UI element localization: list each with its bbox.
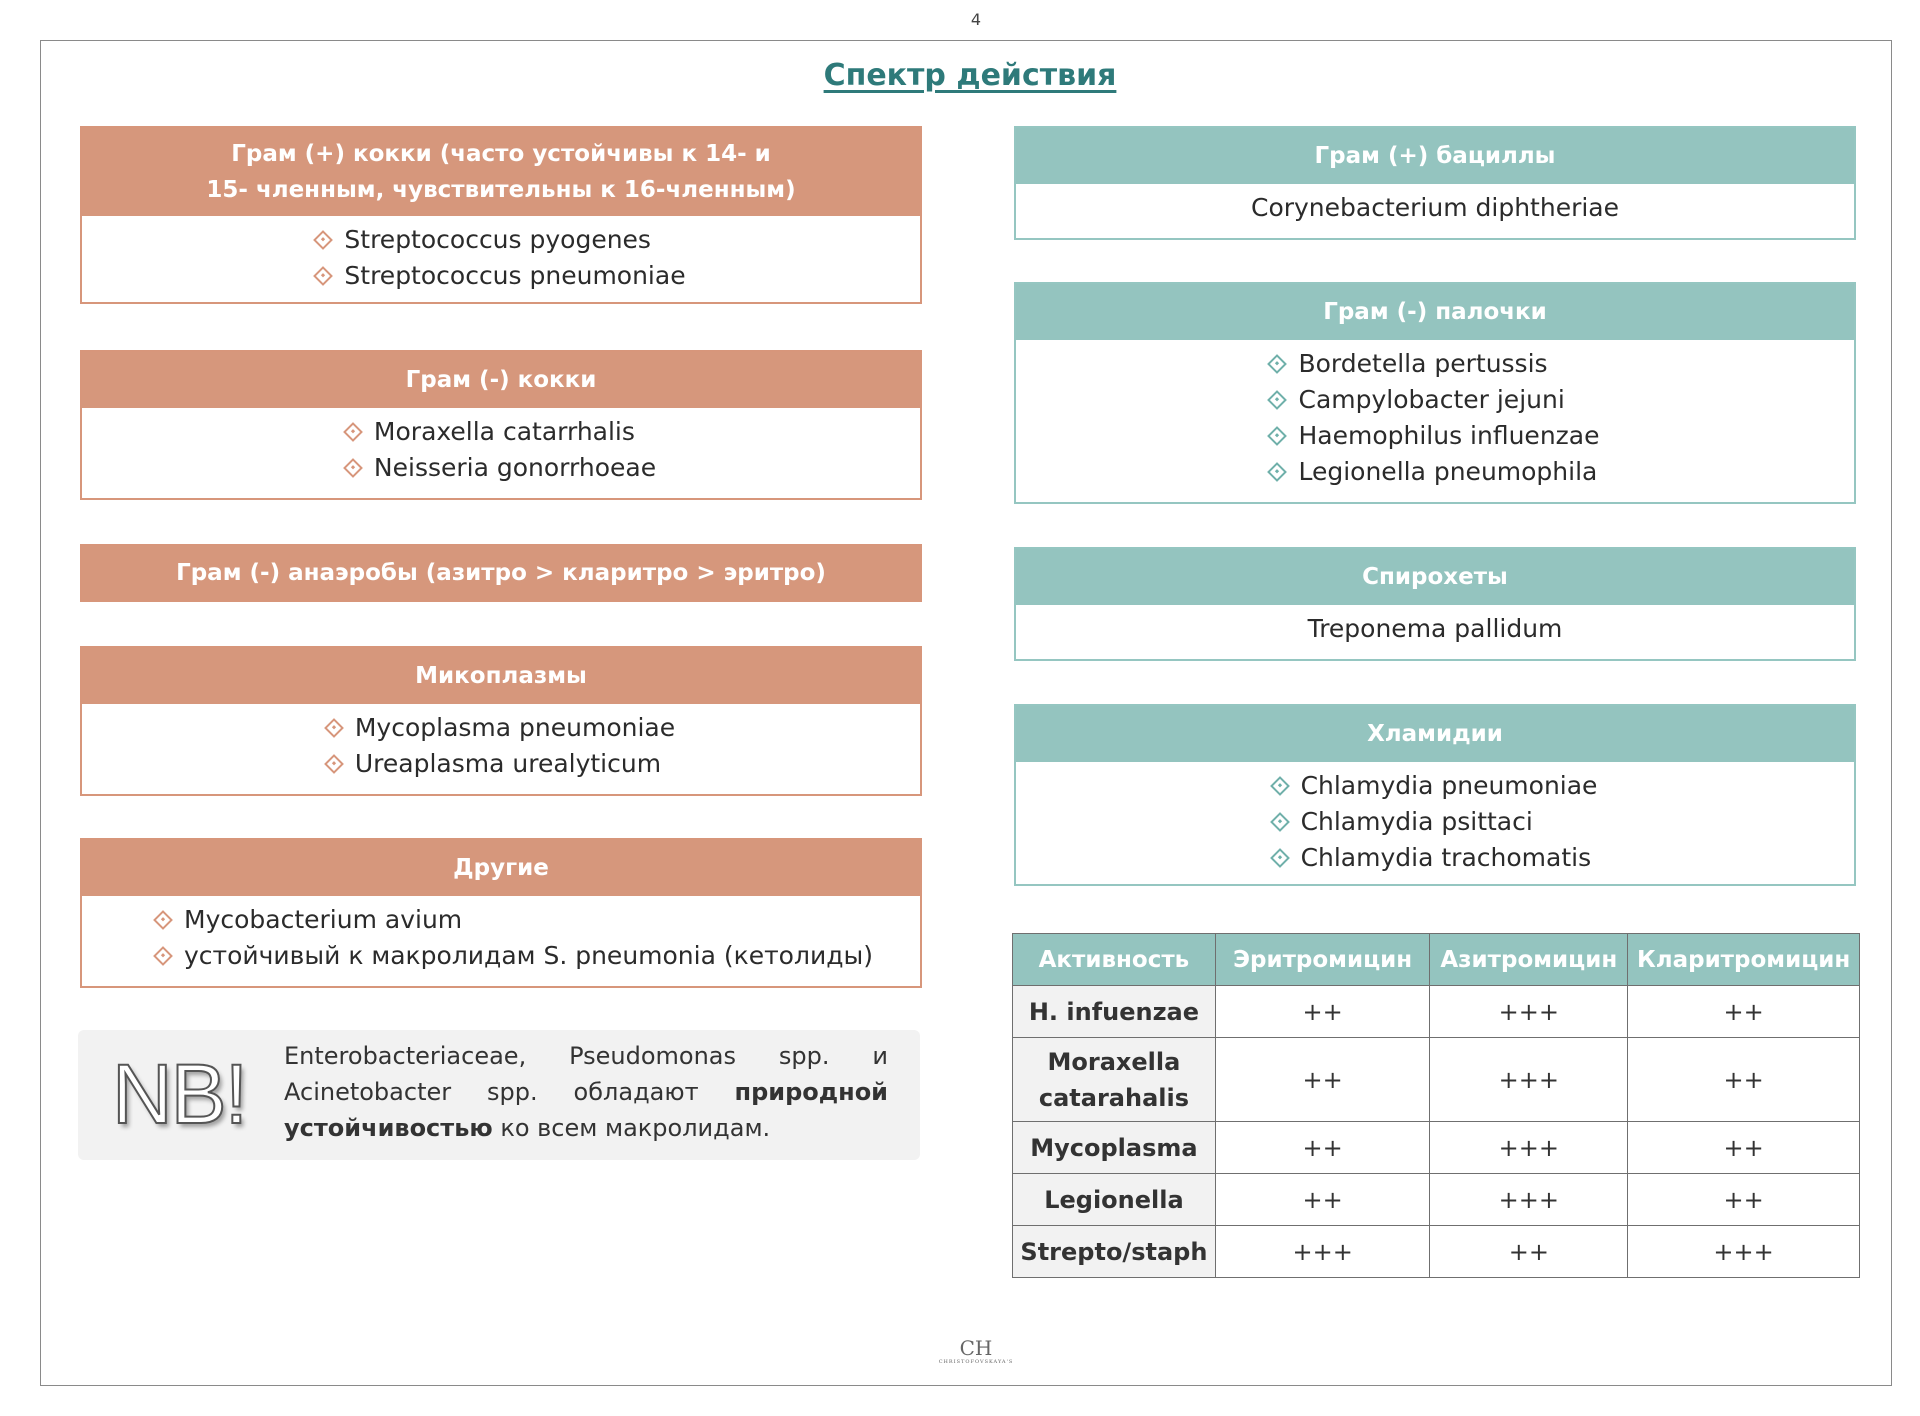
card-header: Грам (+) бациллы <box>1016 128 1854 184</box>
table-cell: +++ <box>1430 1038 1628 1122</box>
page-number: 4 <box>970 10 982 29</box>
list-item: Streptococcus pyogenes <box>316 222 685 258</box>
table-cell: ++ <box>1628 1038 1860 1122</box>
table-cell: ++ <box>1628 986 1860 1038</box>
card-body <box>82 896 920 974</box>
table-cell: ++ <box>1215 1122 1430 1174</box>
table-cell: +++ <box>1215 1226 1430 1278</box>
table-cell: +++ <box>1430 1122 1628 1174</box>
diamond-bullet-icon <box>343 458 363 478</box>
list-item: Chlamydia trachomatis <box>1273 840 1598 876</box>
row-header: Mycoplasma <box>1013 1122 1216 1174</box>
card-header: Другие <box>82 840 920 896</box>
list-item: Bordetella pertussis <box>1270 346 1599 382</box>
card-header-line: 15- членным, чувствительны к 16-членным) <box>206 177 796 203</box>
card-gram-negative-rods <box>1014 282 1856 504</box>
diamond-bullet-icon <box>314 230 334 250</box>
row-header: H. infuenzae <box>1013 986 1216 1038</box>
nb-text: Enterobacteriaceae, Pseudomonas spp. и Acinetobacter spp. обладают природной устойчивостью ко всем макролидам. <box>284 1042 888 1142</box>
card-header: Грам (-) анаэробы (азитро > кларитро > эритро) <box>82 546 920 600</box>
list-item: Chlamydia pneumoniae <box>1273 768 1598 804</box>
card-header: Микоплазмы <box>82 648 920 704</box>
card-header: Спирохеты <box>1016 549 1854 605</box>
card-body <box>82 216 920 294</box>
card-spirochetes <box>1014 547 1856 661</box>
card-other <box>80 838 922 988</box>
logo-subtitle: CHRISTOFOVSKAYA'S <box>938 1359 1014 1365</box>
column-header: Азитромицин <box>1430 934 1628 986</box>
diamond-bullet-icon <box>1268 390 1288 410</box>
table-cell: ++ <box>1215 1174 1430 1226</box>
diamond-bullet-icon <box>153 946 173 966</box>
card-header: Грам (-) палочки <box>1016 284 1854 340</box>
diamond-bullet-icon <box>343 422 363 442</box>
nb-mark: NB! <box>112 1047 247 1141</box>
table-cell: ++ <box>1628 1122 1860 1174</box>
diamond-bullet-icon <box>324 718 344 738</box>
diamond-bullet-icon <box>1270 812 1290 832</box>
row-header: Strepto/staph <box>1013 1226 1216 1278</box>
column-header: Активность <box>1013 934 1216 986</box>
table-header-row <box>1013 934 1860 986</box>
column-header: Эритромицин <box>1215 934 1430 986</box>
card-text: Treponema pallidum <box>1307 614 1563 643</box>
card-body <box>1016 340 1854 490</box>
diamond-bullet-icon <box>1268 462 1288 482</box>
card-chlamydia <box>1014 704 1856 886</box>
list-item: Mycobacterium avium <box>156 902 873 938</box>
table-row <box>1013 986 1860 1038</box>
table-cell: ++ <box>1215 1038 1430 1122</box>
card-mycoplasmas <box>80 646 922 796</box>
table-row <box>1013 1174 1860 1226</box>
table-cell: +++ <box>1430 1174 1628 1226</box>
diamond-bullet-icon <box>1270 776 1290 796</box>
card-header: Грам (-) кокки <box>82 352 920 408</box>
card-header <box>82 128 920 216</box>
card-gram-positive-bacilli <box>1014 126 1856 240</box>
logo-monogram: CH <box>959 1336 993 1360</box>
diamond-bullet-icon <box>314 266 334 286</box>
diamond-bullet-icon <box>1268 354 1288 374</box>
list-item: Mycoplasma pneumoniae <box>327 710 675 746</box>
card-text: Corynebacterium diphtheriae <box>1250 193 1620 222</box>
table-cell: ++ <box>1628 1174 1860 1226</box>
table-row <box>1013 1038 1860 1122</box>
column-header: Кларитромицин <box>1628 934 1860 986</box>
list-item: Ureaplasma urealyticum <box>327 746 675 782</box>
activity-table <box>1012 933 1860 1278</box>
list-item: Moraxella catarrhalis <box>346 414 656 450</box>
table-row <box>1013 1122 1860 1174</box>
list-item: Chlamydia psittaci <box>1273 804 1598 840</box>
card-header-line: Грам (+) кокки (часто устойчивы к 14- и <box>231 141 771 167</box>
list-item: Legionella pneumophila <box>1270 454 1599 490</box>
diamond-bullet-icon <box>324 754 344 774</box>
card-gram-positive-cocci <box>80 126 922 304</box>
diamond-bullet-icon <box>1270 848 1290 868</box>
table-cell: +++ <box>1628 1226 1860 1278</box>
card-header: Хламидии <box>1016 706 1854 762</box>
table-cell: ++ <box>1430 1226 1628 1278</box>
row-header: Moraxella catarahalis <box>1013 1038 1216 1122</box>
card-body <box>1016 605 1854 647</box>
row-header: Legionella <box>1013 1174 1216 1226</box>
footer-logo <box>0 1338 1920 1366</box>
list-item: Campylobacter jejuni <box>1270 382 1599 418</box>
list-item: устойчивый к макролидам S. pneumonia (кетолиды) <box>156 938 873 974</box>
diamond-bullet-icon <box>1268 426 1288 446</box>
card-body <box>82 408 920 486</box>
list-item: Haemophilus influenzae <box>1270 418 1599 454</box>
card-gram-negative-cocci <box>80 350 922 500</box>
card-body <box>82 704 920 782</box>
card-body <box>1016 762 1854 876</box>
card-body <box>1016 184 1854 226</box>
table-cell: ++ <box>1215 986 1430 1038</box>
table-cell: +++ <box>1430 986 1628 1038</box>
diamond-bullet-icon <box>153 910 173 930</box>
list-item: Neisseria gonorrhoeae <box>346 450 656 486</box>
nb-note <box>78 1030 920 1160</box>
page-title: Спектр действия <box>823 58 1117 93</box>
list-item: Streptococcus pneumoniae <box>316 258 685 294</box>
card-gram-negative-anaerobes <box>80 544 922 602</box>
table-row <box>1013 1226 1860 1278</box>
